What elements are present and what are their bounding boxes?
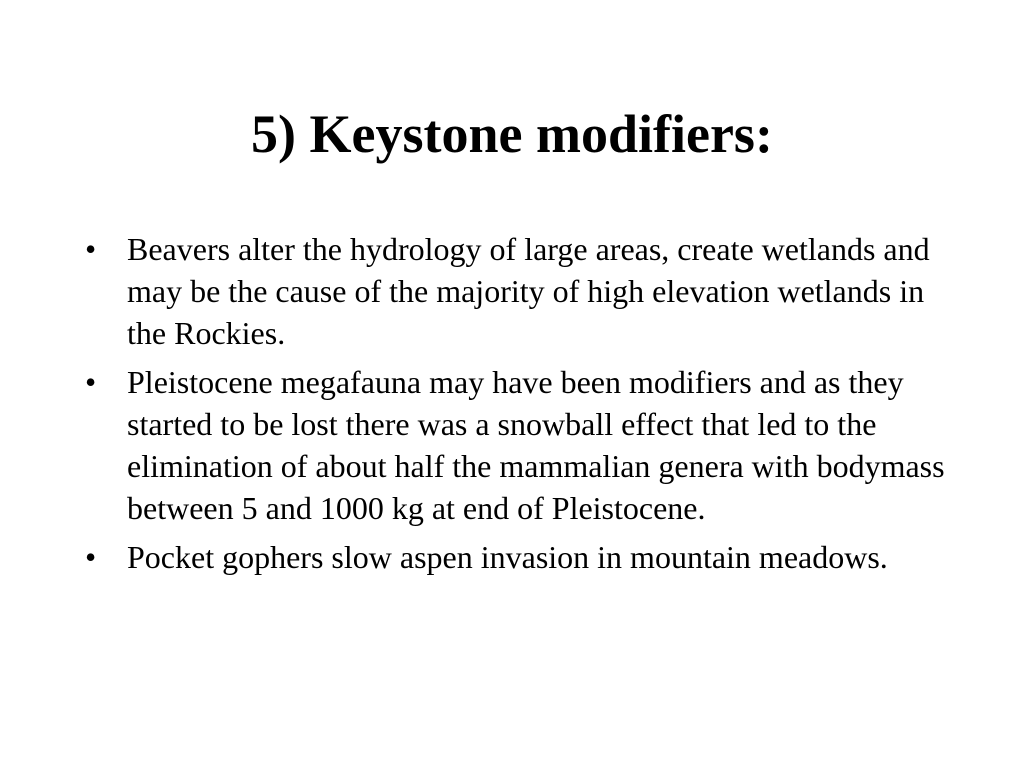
bullet-text: Pocket gophers slow aspen invasion in mountain meadows.	[127, 539, 888, 575]
bullet-item-gophers	[82, 536, 952, 578]
bullet-text: Pleistocene megafauna may have been modifiers and as they started to be lost there was a snowball effect that led to the elimination of about half the mammalian genera with bodymass between 5 and 1000 kg at end of Pleistocene.	[127, 364, 945, 526]
bullet-icon: •	[85, 364, 97, 400]
bullet-text: Beavers alter the hydrology of large areas, create wetlands and may be the cause of the majority of high elevation wetlands in the Rockies.	[127, 231, 930, 351]
bullet-icon: •	[85, 231, 97, 267]
slide-title: 5) Keystone modifiers:	[251, 104, 773, 164]
bullet-icon: •	[85, 539, 97, 575]
bullet-item-beavers	[82, 228, 952, 354]
bullet-item-megafauna	[82, 361, 952, 529]
bullet-list	[82, 228, 952, 585]
